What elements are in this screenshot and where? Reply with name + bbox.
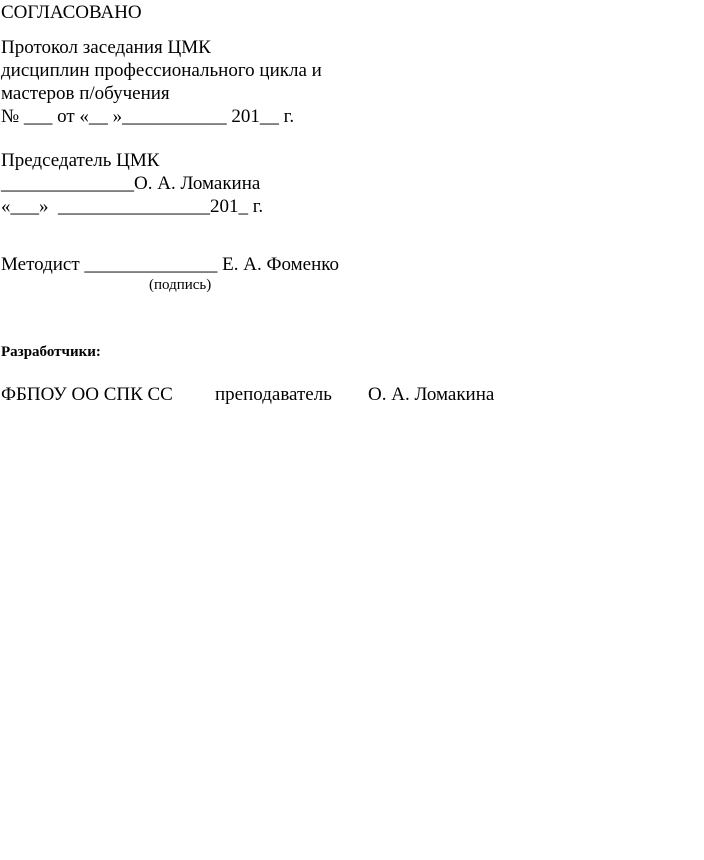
- signature-caption: (подпись): [149, 277, 212, 293]
- developer-position: преподаватель: [215, 384, 332, 405]
- protocol-line-2: дисциплин профессионального цикла и: [1, 60, 322, 81]
- protocol-line-3: мастеров п/обучения: [1, 83, 170, 104]
- developer-organization: ФБПОУ ОО СПК СС: [1, 384, 173, 405]
- chairman-title: Председатель ЦМК: [1, 150, 160, 171]
- developers-heading: Разработчики:: [1, 344, 101, 360]
- protocol-number-line: № ___ от «__ »___________ 201__ г.: [1, 106, 295, 127]
- developer-name: О. А. Ломакина: [368, 384, 495, 405]
- approval-heading: СОГЛАСОВАНО: [1, 2, 142, 23]
- chairman-signature-line: ______________О. А. Ломакина: [1, 173, 261, 194]
- methodist-line: Методист ______________ Е. А. Фоменко: [1, 254, 340, 275]
- protocol-line-1: Протокол заседания ЦМК: [1, 37, 211, 58]
- chairman-date-line: «___» ________________201_ г.: [1, 196, 264, 217]
